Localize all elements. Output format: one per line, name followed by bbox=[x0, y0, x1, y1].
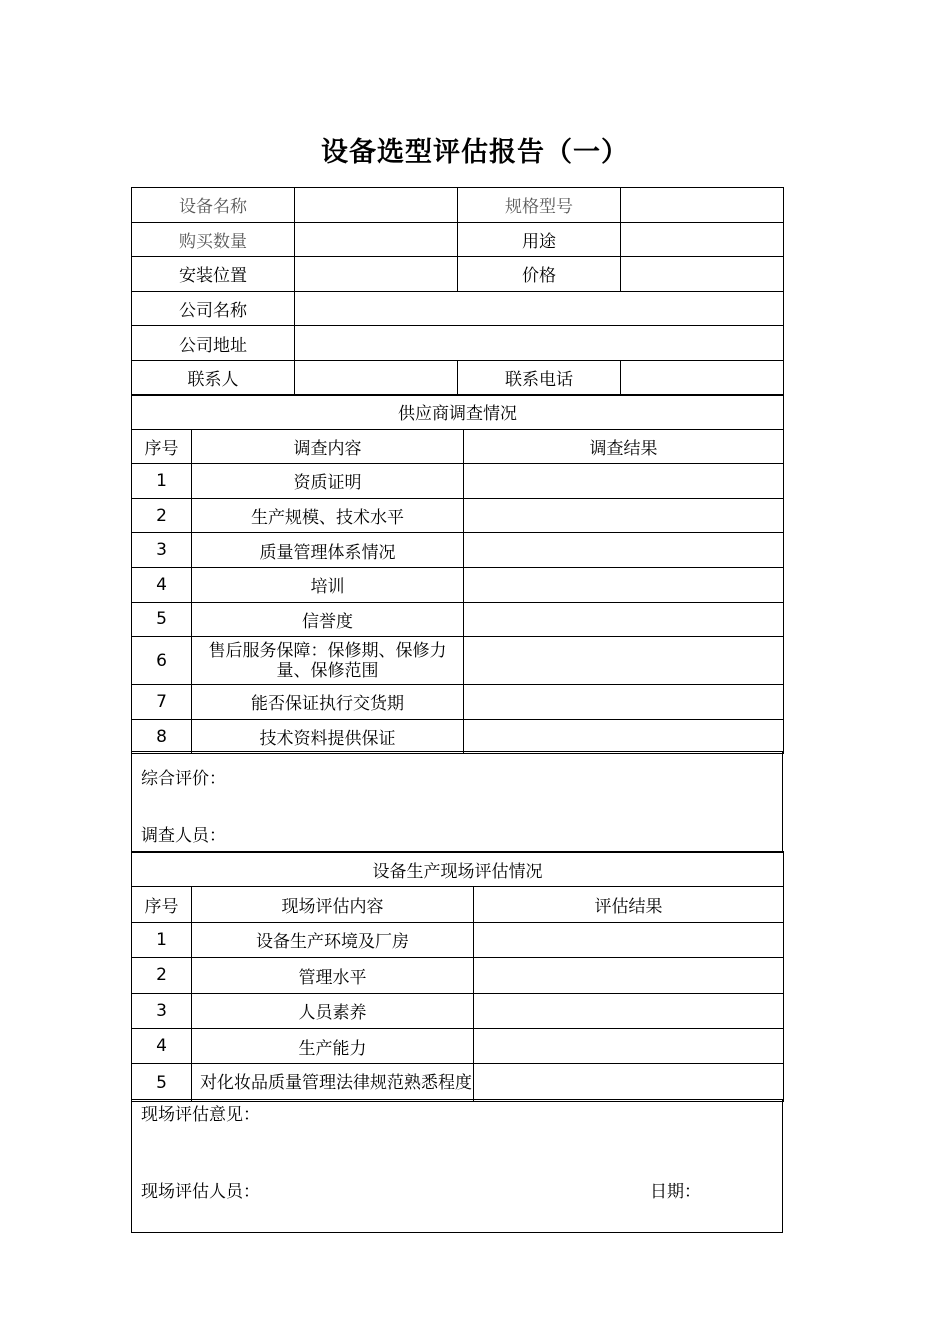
contact-person-label: 联系人 bbox=[132, 360, 295, 395]
device-name-label: 设备名称 bbox=[132, 188, 295, 223]
site-row-result[interactable] bbox=[474, 1064, 784, 1102]
site-row-result[interactable] bbox=[474, 993, 784, 1028]
supplier-row-result[interactable] bbox=[464, 567, 784, 602]
site-row-content: 生产能力 bbox=[192, 1028, 474, 1063]
supplier-row-result[interactable] bbox=[464, 498, 784, 533]
overall-evaluation-table bbox=[131, 751, 783, 853]
supplier-row-no: 5 bbox=[132, 602, 192, 637]
page-title: 设备选型评估报告（一） bbox=[321, 137, 629, 168]
site-row-result[interactable] bbox=[474, 922, 784, 957]
supplier-row-result[interactable] bbox=[464, 637, 784, 685]
purchase-qty-field[interactable] bbox=[295, 222, 458, 257]
usage-label: 用途 bbox=[458, 222, 621, 257]
site-col-no: 序号 bbox=[132, 887, 192, 922]
purchase-qty-label: 购买数量 bbox=[132, 222, 295, 257]
site-opinion-cell[interactable] bbox=[132, 1100, 783, 1233]
site-row-result[interactable] bbox=[474, 958, 784, 993]
supplier-row-result[interactable] bbox=[464, 533, 784, 568]
site-row-no: 1 bbox=[132, 922, 192, 957]
site-row-no: 2 bbox=[132, 958, 192, 993]
supplier-row-result[interactable] bbox=[464, 719, 784, 754]
site-row-no: 4 bbox=[132, 1028, 192, 1063]
supplier-col-no: 序号 bbox=[132, 429, 192, 464]
supplier-row-no: 6 bbox=[132, 637, 192, 685]
install-location-field[interactable] bbox=[295, 257, 458, 292]
company-address-label: 公司地址 bbox=[132, 326, 295, 361]
supplier-row-content: 信誉度 bbox=[192, 602, 464, 637]
supplier-row-no: 3 bbox=[132, 533, 192, 568]
supplier-row-no: 2 bbox=[132, 498, 192, 533]
supplier-row-no: 8 bbox=[132, 719, 192, 754]
install-location-label: 安装位置 bbox=[132, 257, 295, 292]
site-row-no: 3 bbox=[132, 993, 192, 1028]
supplier-row-content: 资质证明 bbox=[192, 464, 464, 499]
supplier-survey-table bbox=[131, 394, 784, 754]
supplier-section-title: 供应商调查情况 bbox=[132, 395, 784, 430]
site-row-content: 设备生产环境及厂房 bbox=[192, 922, 474, 957]
site-col-result: 评估结果 bbox=[474, 887, 784, 922]
supplier-row-content: 技术资料提供保证 bbox=[192, 719, 464, 754]
price-field[interactable] bbox=[621, 257, 784, 292]
contact-phone-field[interactable] bbox=[621, 360, 784, 395]
price-label: 价格 bbox=[458, 257, 621, 292]
supplier-row-content: 质量管理体系情况 bbox=[192, 533, 464, 568]
supplier-row-no: 4 bbox=[132, 567, 192, 602]
spec-model-field[interactable] bbox=[621, 188, 784, 223]
basic-info-table bbox=[131, 187, 784, 396]
supplier-row-result[interactable] bbox=[464, 685, 784, 720]
supplier-row-no: 7 bbox=[132, 685, 192, 720]
supplier-col-result: 调查结果 bbox=[464, 429, 784, 464]
company-address-field[interactable] bbox=[295, 326, 784, 361]
supplier-col-content: 调查内容 bbox=[192, 429, 464, 464]
overall-eval-label: 综合评价： bbox=[141, 769, 226, 789]
contact-person-field[interactable] bbox=[295, 360, 458, 395]
site-date-label: 日期： bbox=[650, 1182, 701, 1202]
supplier-row-content: 生产规模、技术水平 bbox=[192, 498, 464, 533]
supplier-row-no: 1 bbox=[132, 464, 192, 499]
site-section-title: 设备生产现场评估情况 bbox=[132, 852, 784, 887]
supplier-row-content: 培训 bbox=[192, 567, 464, 602]
site-row-result[interactable] bbox=[474, 1028, 784, 1063]
site-row-no: 5 bbox=[132, 1064, 192, 1102]
site-evaluation-table bbox=[131, 851, 784, 1102]
site-opinion-label: 现场评估意见： bbox=[141, 1105, 260, 1125]
spec-model-label: 规格型号 bbox=[458, 188, 621, 223]
site-row-content: 对化妆品质量管理法律规范熟悉程度 bbox=[192, 1064, 474, 1102]
overall-evaluation-cell[interactable] bbox=[132, 752, 783, 853]
supplier-row-result[interactable] bbox=[464, 464, 784, 499]
company-name-label: 公司名称 bbox=[132, 291, 295, 326]
site-col-content: 现场评估内容 bbox=[192, 887, 474, 922]
company-name-field[interactable] bbox=[295, 291, 784, 326]
contact-phone-label: 联系电话 bbox=[458, 360, 621, 395]
site-opinion-table bbox=[131, 1099, 783, 1233]
supplier-row-result[interactable] bbox=[464, 602, 784, 637]
supplier-row-content: 能否保证执行交货期 bbox=[192, 685, 464, 720]
investigator-label: 调查人员： bbox=[141, 826, 226, 846]
site-row-content: 管理水平 bbox=[192, 958, 474, 993]
site-row-content: 人员素养 bbox=[192, 993, 474, 1028]
device-name-field[interactable] bbox=[295, 188, 458, 223]
usage-field[interactable] bbox=[621, 222, 784, 257]
supplier-row-content: 售后服务保障：保修期、保修力量、保修范围 bbox=[192, 637, 464, 685]
site-assessor-label: 现场评估人员： bbox=[141, 1182, 260, 1202]
